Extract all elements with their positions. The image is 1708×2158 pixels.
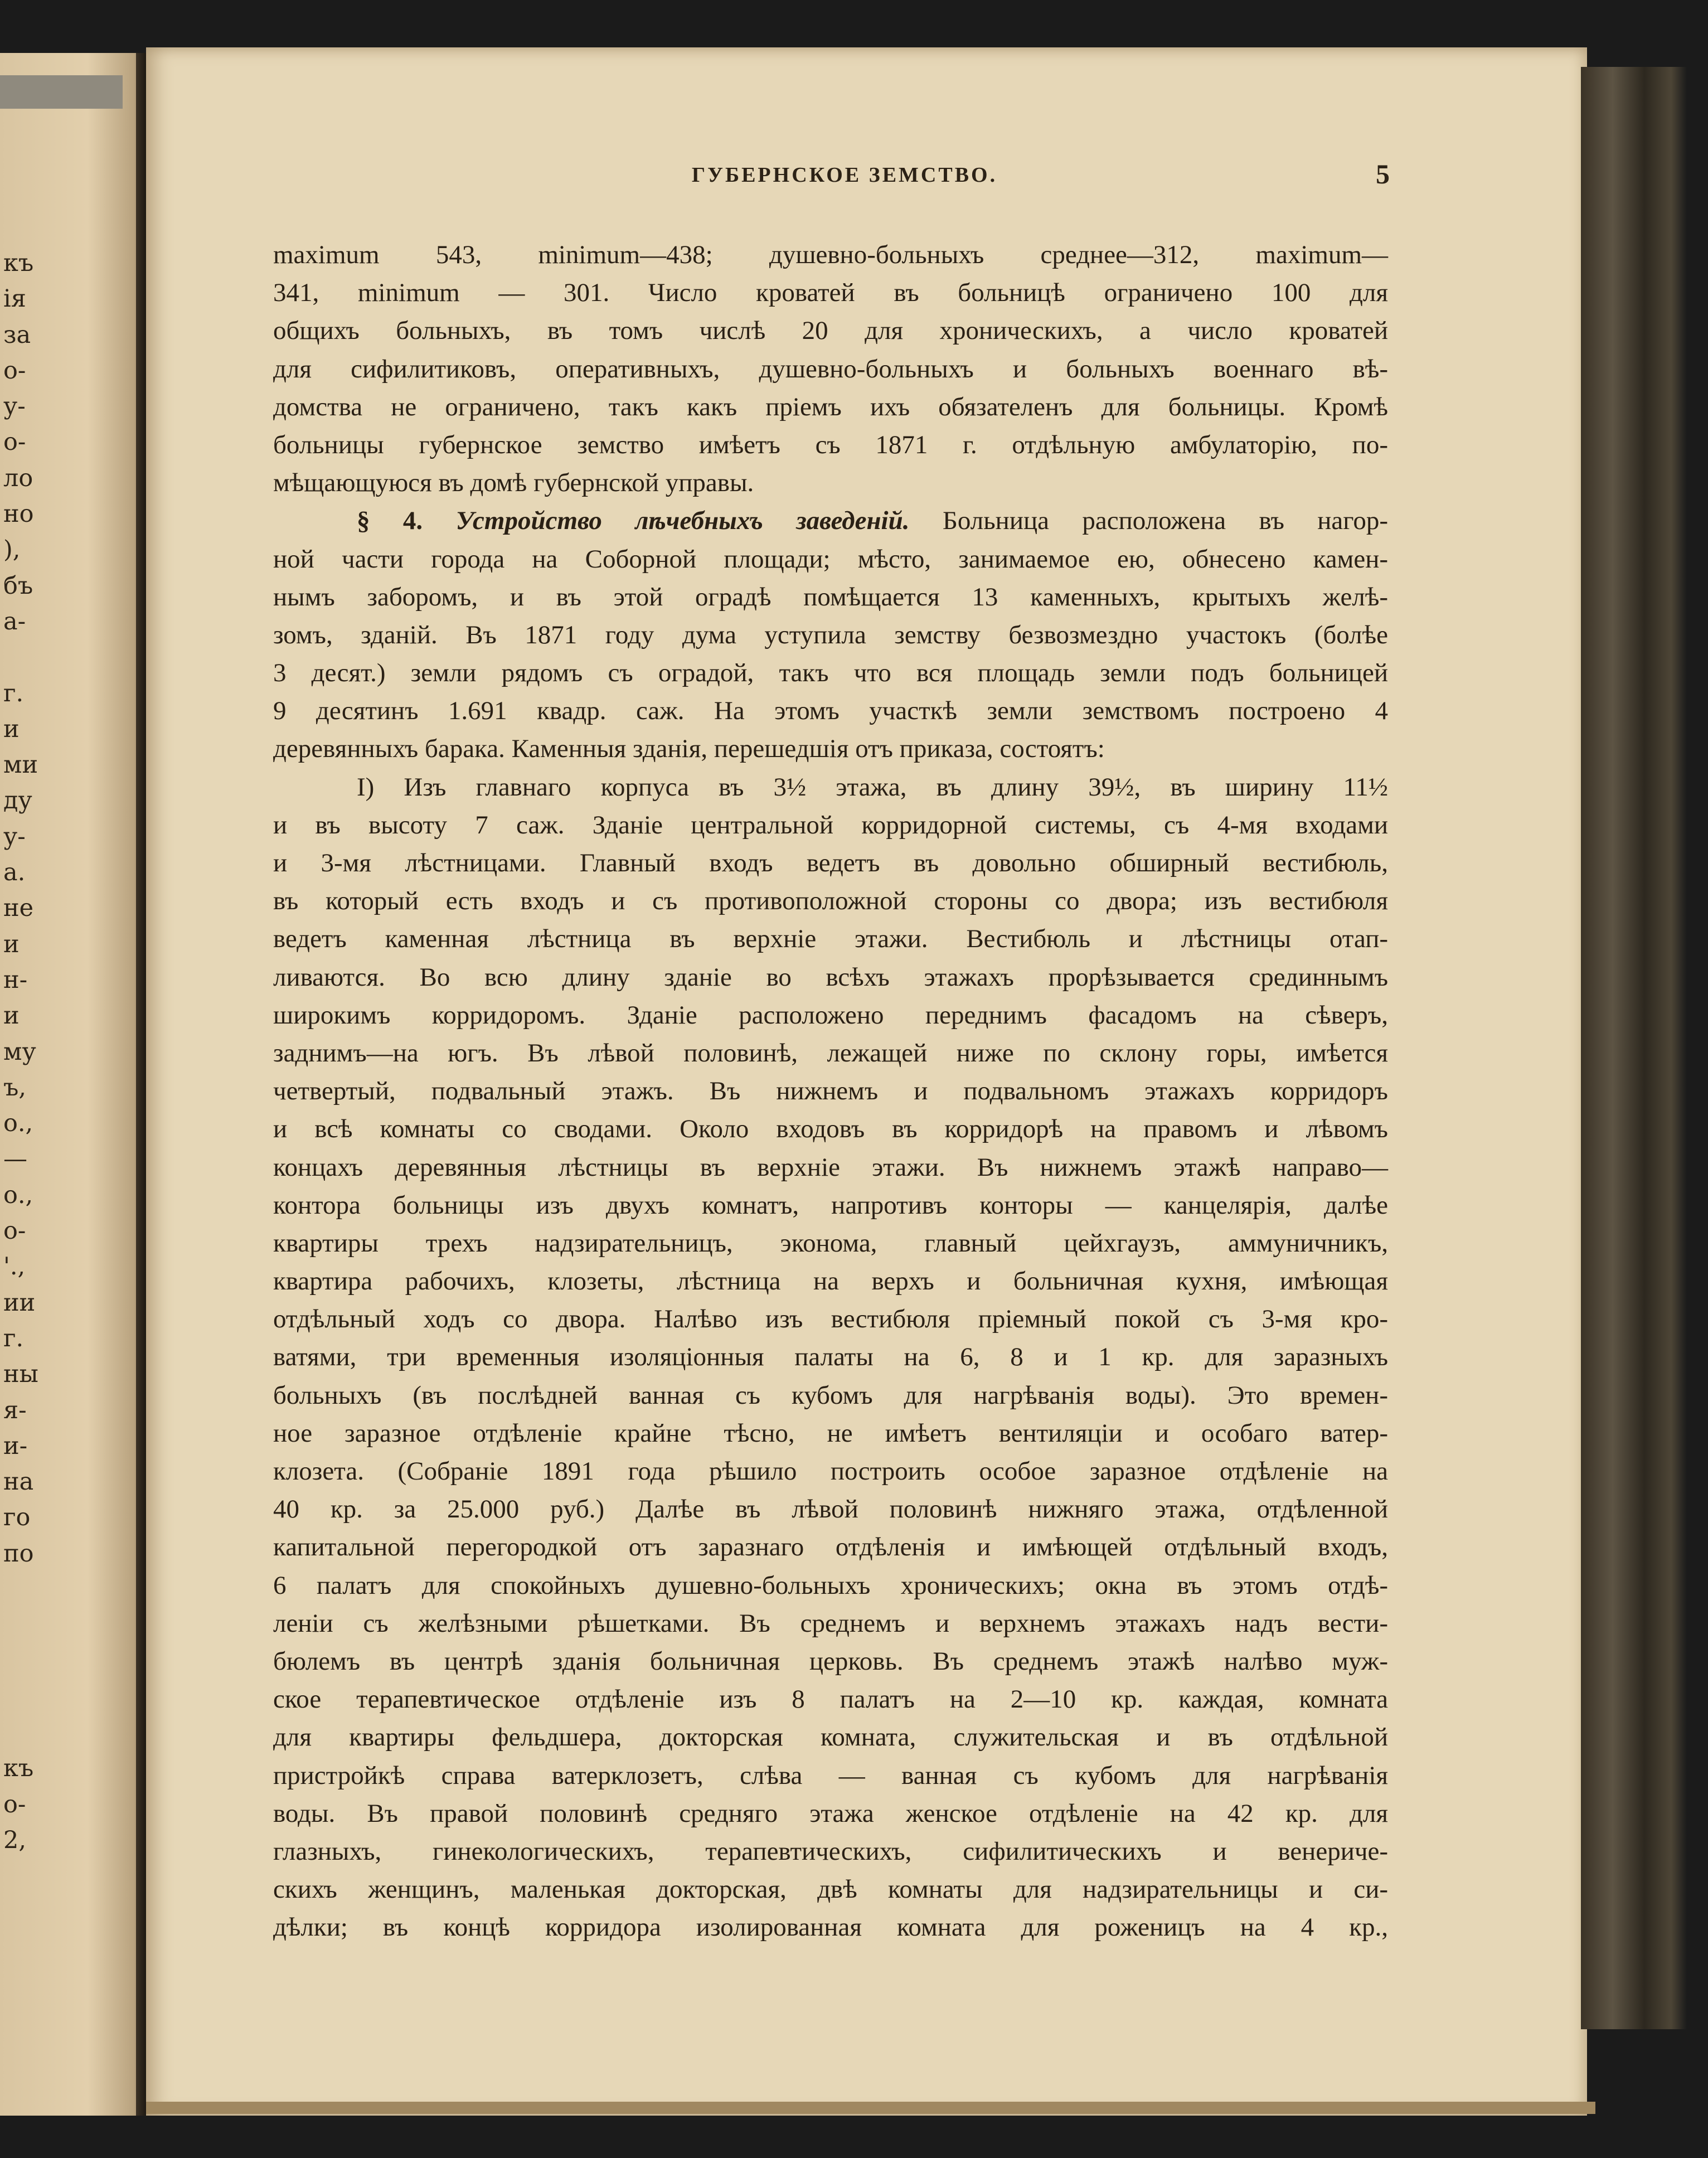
left-page-fragment [3, 1607, 137, 1643]
left-page-fragment: н- [3, 966, 28, 994]
left-page-fragment: г. [3, 679, 24, 707]
text-line: заднимъ—на югъ. Въ лѣвой половинѣ, лежащей ниже по склону горы, имѣется [273, 1038, 1388, 1068]
text-line: пристройкѣ справа ватерклозетъ, слѣва — ванная съ кубомъ для нагрѣванія [273, 1761, 1388, 1790]
left-page-board [0, 75, 123, 109]
left-page-fragment: — [3, 1145, 27, 1173]
text-line: бюлемъ въ центрѣ зданія больничная церковь. Въ среднемъ этажѣ налѣво муж- [273, 1646, 1388, 1676]
left-page-fragment: за [3, 321, 31, 349]
text-line: нымъ заборомъ, и въ этой оградѣ помѣщается 13 каменныхъ, крытыхъ желѣ- [273, 582, 1388, 612]
text-line: ное заразное отдѣленіе крайне тѣсно, не имѣетъ вентиляціи и особаго ватер- [273, 1418, 1388, 1448]
left-page-fragment: 2, [3, 1826, 27, 1855]
left-page-fragment: а. [3, 859, 26, 887]
left-page-fragment: а- [3, 607, 26, 636]
left-page-fragment [3, 1572, 137, 1607]
text-line: больныхъ (въ послѣдней ванная съ кубомъ для нагрѣванія воды). Это времен- [273, 1380, 1388, 1410]
text-line: четвертый, подвальный этажъ. Въ нижнемъ и подвальномъ этажахъ корридоръ [273, 1076, 1388, 1106]
text-line: клозета. (Собраніе 1891 года рѣшило построить особое заразное отдѣленіе на [273, 1457, 1388, 1486]
left-page-fragment: но [3, 500, 34, 528]
left-page [0, 53, 146, 2116]
text-line: 40 кр. за 25.000 руб.) Далѣе въ лѣвой половинѣ нижняго этажа, отдѣленной [273, 1495, 1388, 1524]
left-page-fragment: ии [3, 1288, 36, 1317]
text-line: ведетъ каменная лѣстница въ верхніе этажи. Вестибюль и лѣстницы отап- [273, 924, 1388, 954]
text-line: и 3-мя лѣстницами. Главный входъ ведетъ въ довольно обширный вестибюль, [273, 848, 1388, 877]
text-line: контора больницы изъ двухъ комнатъ, напротивъ конторы — канцелярія, далѣе [273, 1190, 1388, 1220]
left-page-fragment: я- [3, 1396, 27, 1424]
text-line: домства не ограничено, такъ какъ пріемъ ихъ обязателенъ для больницы. Кромѣ [273, 392, 1388, 421]
left-page-fragment: и- [3, 1432, 28, 1460]
text-line: и всѣ комнаты со сводами. Около входовъ въ корридорѣ на правомъ и лѣвомъ [273, 1114, 1388, 1144]
left-page-fragment [3, 1643, 137, 1679]
left-page-fragment: му [3, 1037, 36, 1066]
left-page-fragment: на [3, 1468, 34, 1496]
text-line: воды. Въ правой половинѣ средняго этажа женское отдѣленіе на 42 кр. для [273, 1798, 1388, 1828]
text-line: квартиры трехъ надзирательницъ, эконома, главный цейхгаузъ, аммуничникъ, [273, 1228, 1388, 1258]
text-line: глазныхъ, гинекологическихъ, терапевтическихъ, сифилитическихъ и венериче- [273, 1836, 1388, 1866]
left-page-fragment: бъ [3, 571, 33, 600]
left-page-fragment: г. [3, 1324, 24, 1352]
text-line: концахъ деревянныя лѣстницы въ верхніе этажи. Въ нижнемъ этажѣ направо— [273, 1152, 1388, 1182]
left-page-fragment: о- [3, 356, 26, 385]
text-line: деревянныхъ барака. Каменныя зданія, перешедшія отъ приказа, состоятъ: [273, 734, 1105, 764]
left-page-fragment: и [3, 930, 20, 958]
text-line: капитальной перегородкой отъ заразнаго отдѣленія и имѣющей отдѣльный входъ, [273, 1533, 1388, 1562]
section-title: Устройство лѣчебныхъ заведеній. [455, 506, 910, 536]
text-line: широкимъ корридоромъ. Зданіе расположено переднимъ фасадомъ на сѣверъ, [273, 1000, 1388, 1030]
left-page-fragment: '., [3, 1253, 26, 1281]
book-cover-edge [1581, 67, 1687, 2029]
left-page-fragment: ло [3, 464, 33, 492]
left-page-fragment: о., [3, 1109, 33, 1138]
left-page-fragment: по [3, 1539, 34, 1568]
text-line: леніи съ желѣзными рѣшетками. Въ среднемъ и верхнемъ этажахъ надъ вести- [273, 1608, 1388, 1638]
text-line: общихъ больныхъ, въ томъ числѣ 20 для хроническихъ, а число кроватей [273, 316, 1388, 346]
left-page-fragment: и [3, 1002, 20, 1030]
text-line: ной части города на Соборной площади; мѣсто, занимаемое ею, обнесено камен- [273, 544, 1388, 574]
left-page-fragment: о., [3, 1181, 33, 1209]
text-line: для сифилитиковъ, оперативныхъ, душевно-больныхъ и больныхъ военнаго вѣ- [273, 354, 1388, 384]
text-line: больницы губернское земство имѣетъ съ 1871 г. отдѣльную амбулаторію, по- [273, 430, 1388, 459]
page-number: 5 [1376, 158, 1390, 190]
text-line: ливаются. Во всю длину зданіе во всѣхъ этажахъ прорѣзывается срединнымъ [273, 962, 1388, 992]
left-page-fragment: ія [3, 285, 26, 313]
text-line: и въ высоту 7 саж. Зданіе центральной корридорной системы, съ 4-мя входами [273, 810, 1388, 840]
left-page-fragment: къ [3, 249, 34, 277]
left-page-fragment: о- [3, 1790, 26, 1818]
text-line: 6 палатъ для спокойныхъ душевно-больныхъ хроническихъ; окна въ этомъ отдѣ- [273, 1570, 1388, 1600]
section-heading-line [273, 502, 1388, 540]
text-line: 341, minimum — 301. Число кроватей въ больницѣ ограничено 100 для [273, 278, 1388, 308]
text-line: дѣлки; въ концѣ корридора изолированная комната для роженицъ на 4 кр., [273, 1913, 1388, 1942]
left-page-fragment: къ [3, 1754, 34, 1783]
text-line: maximum 543, minimum—438; душевно-больныхъ среднее—312, maximum— [273, 240, 1388, 269]
left-page-fragment: и [3, 715, 20, 743]
body-text [273, 236, 1388, 1946]
left-page-fragment [3, 639, 137, 675]
text-line: зомъ, зданій. Въ 1871 году дума уступила земству безвозмездно участокъ (болѣе [273, 620, 1388, 649]
text-line: 3 десят.) земли рядомъ съ оградой, такъ что вся площадь земли подъ больницей [273, 658, 1388, 688]
text-line: скихъ женщинъ, маленькая докторская, двѣ комнаты для надзирательницы и си- [273, 1875, 1388, 1904]
left-page-fragment [3, 1679, 137, 1715]
left-page-fragment: у- [3, 822, 26, 851]
left-page-fragment: ны [3, 1360, 38, 1389]
left-page-fragment [3, 1715, 137, 1750]
left-page-fragment: о- [3, 428, 26, 457]
left-page-fragment: не [3, 894, 34, 923]
text-line: мѣщающуюся въ домѣ губернской управы. [273, 468, 754, 498]
left-page-fragment: го [3, 1504, 31, 1532]
left-page-fragment: у- [3, 392, 26, 421]
running-head: ГУБЕРНСКОЕ ЗЕМСТВО. [691, 163, 998, 187]
left-page-fragment: ду [3, 787, 32, 815]
text-line: квартира рабочихъ, клозеты, лѣстница на верхъ и больничная кухня, имѣющая [273, 1267, 1388, 1296]
section-first-line: Больница расположена въ нагор- [942, 506, 1389, 536]
left-page-fragment: ), [3, 536, 21, 564]
text-line: ватями, три временныя изоляціонныя палаты на 6, 8 и 1 кр. для заразныхъ [273, 1342, 1388, 1372]
page-bottom-edge [146, 2102, 1595, 2114]
text-line: для квартиры фельдшера, докторская комната, служительская и въ отдѣльной [273, 1723, 1388, 1752]
text-line: отдѣльный ходъ со двора. Налѣво изъ вестибюля пріемный покой съ 3-мя кро- [273, 1305, 1388, 1334]
text-line: въ который есть входъ и съ противоположной стороны со двора; изъ вестибюля [273, 886, 1388, 916]
text-line: I) Изъ главнаго корпуса въ 3½ этажа, въ длину 39½, въ ширину 11½ [357, 772, 1388, 802]
text-line: ское терапевтическое отдѣленіе изъ 8 палатъ на 2—10 кр. каждая, комната [273, 1685, 1388, 1714]
left-page-text-fragments [3, 245, 137, 1858]
left-page-fragment: ъ, [3, 1073, 27, 1102]
left-page-fragment: ми [3, 751, 38, 779]
text-line: 9 десятинъ 1.691 квадр. саж. На этомъ участкѣ земли земствомъ построено 4 [273, 696, 1388, 726]
section-number: § 4. [357, 506, 423, 536]
left-page-fragment: о- [3, 1217, 26, 1245]
